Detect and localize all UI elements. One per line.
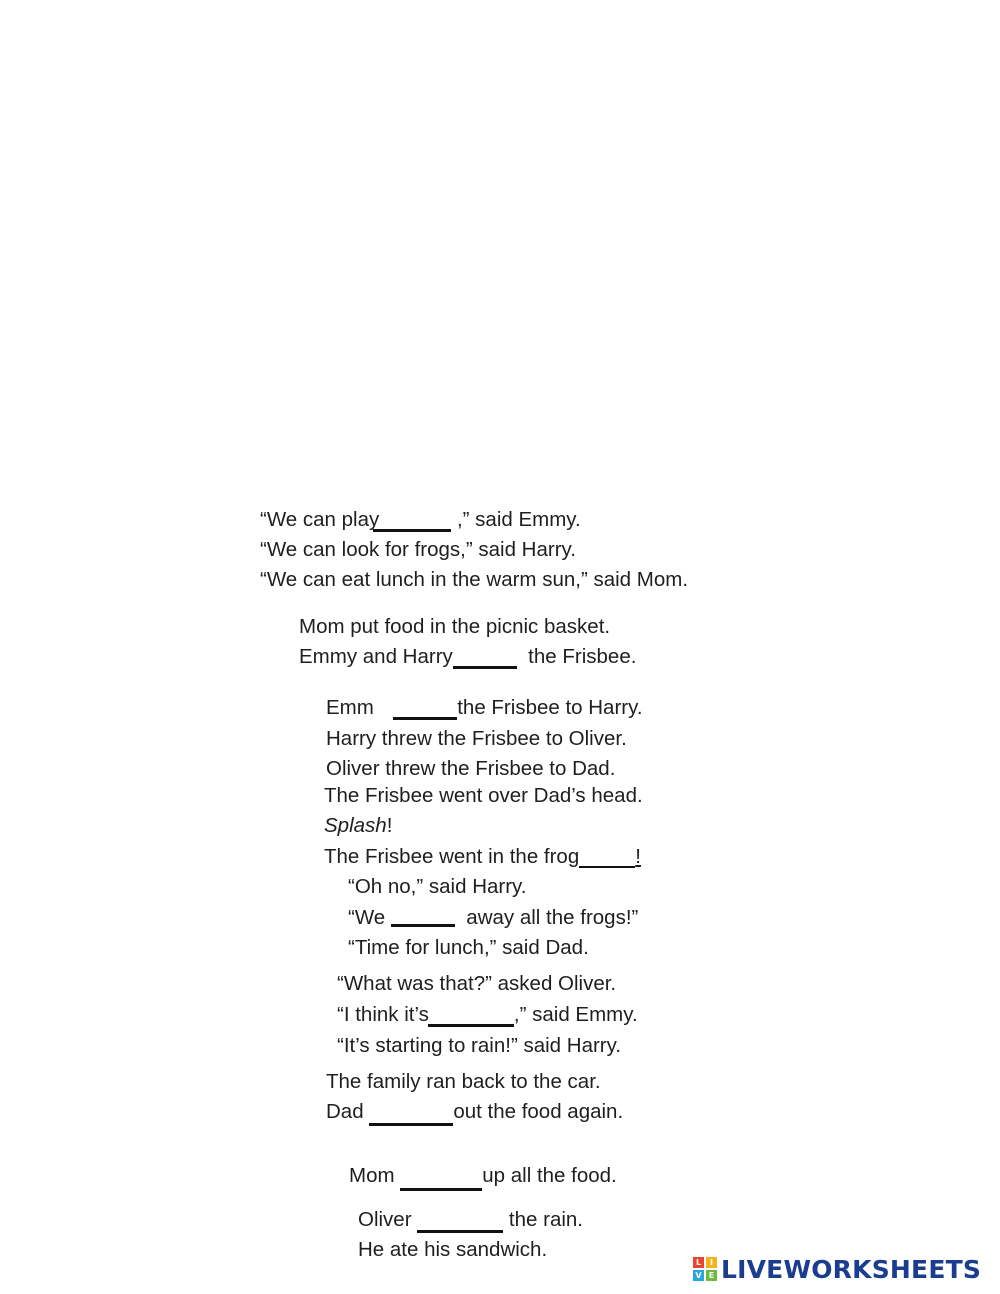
sentence-line-2: “We can look for frogs,” said Harry. [260, 538, 576, 561]
logo-mark-letter: V [693, 1270, 704, 1281]
text: Mom [349, 1164, 401, 1187]
sentence-line-12: “Oh no,” said Harry. [348, 875, 527, 898]
answer-blank-7[interactable] [369, 1105, 453, 1126]
text: “I think it’s [337, 1003, 429, 1026]
answer-blank-6[interactable] [428, 1010, 514, 1027]
sentence-line-19 [326, 1100, 623, 1126]
liveworksheets-logo [693, 1256, 981, 1282]
text: “We [348, 906, 391, 929]
text: ,” said Emmy. [513, 1003, 638, 1026]
sentence-line-11 [324, 845, 641, 869]
logo-mark-letter: L [693, 1257, 704, 1268]
logo-mark-letter: I [706, 1257, 717, 1268]
sentence-line-5 [299, 645, 636, 669]
sentence-line-8: Oliver threw the Frisbee to Dad. [326, 757, 616, 780]
sentence-line-21 [358, 1208, 583, 1233]
text: the Frisbee to Harry. [457, 696, 643, 719]
text: Oliver [358, 1208, 418, 1231]
text: up all the food. [482, 1164, 617, 1187]
text: “We can play [260, 508, 380, 531]
sentence-line-6 [326, 696, 643, 720]
answer-blank-4[interactable] [579, 852, 635, 868]
logo-text: LIVEWORKSHEETS [721, 1254, 982, 1284]
sentence-line-16 [337, 1003, 638, 1027]
sentence-line-18: The family ran back to the car. [326, 1070, 601, 1093]
sentence-line-9: The Frisbee went over Dad’s head. [324, 784, 643, 807]
text: the rain. [503, 1208, 584, 1231]
sentence-line-4: Mom put food in the picnic basket. [299, 615, 611, 638]
sentence-line-22: He ate his sandwich. [358, 1238, 548, 1261]
sentence-line-20 [349, 1164, 617, 1191]
text: Emm [326, 696, 386, 719]
text: ! [386, 814, 393, 837]
text: away all the frogs!” [454, 906, 639, 929]
text: ,” said Emmy. [451, 508, 581, 531]
text: The Frisbee went in the frog [324, 845, 580, 868]
sentence-line-15: “What was that?” asked Oliver. [337, 972, 617, 995]
sentence-line-13 [348, 906, 638, 930]
text: Emmy and Harry [299, 645, 453, 668]
text: Dad [326, 1100, 370, 1123]
text: out the food again. [453, 1100, 624, 1123]
sentence-line-10 [324, 814, 392, 838]
live-logo-icon [693, 1257, 717, 1281]
sentence-line-17: “It’s starting to rain!” said Harry. [337, 1034, 622, 1057]
sentence-line-7: Harry threw the Frisbee to Oliver. [326, 727, 627, 750]
logo-mark-letter: E [706, 1270, 717, 1281]
answer-blank-2[interactable] [453, 652, 517, 669]
text: ! [635, 845, 641, 868]
answer-blank-5[interactable] [391, 915, 455, 927]
answer-blank-3[interactable] [393, 703, 457, 720]
answer-blank-9[interactable] [417, 1214, 503, 1233]
answer-blank-1[interactable] [373, 515, 451, 532]
answer-blank-8[interactable] [400, 1168, 482, 1191]
splash-word: Splash [324, 814, 387, 837]
text: the Frisbee. [516, 645, 637, 668]
sentence-line-14: “Time for lunch,” said Dad. [348, 936, 589, 959]
sentence-line-3: “We can eat lunch in the warm sun,” said Mom. [260, 568, 689, 591]
sentence-line-1 [260, 508, 581, 532]
